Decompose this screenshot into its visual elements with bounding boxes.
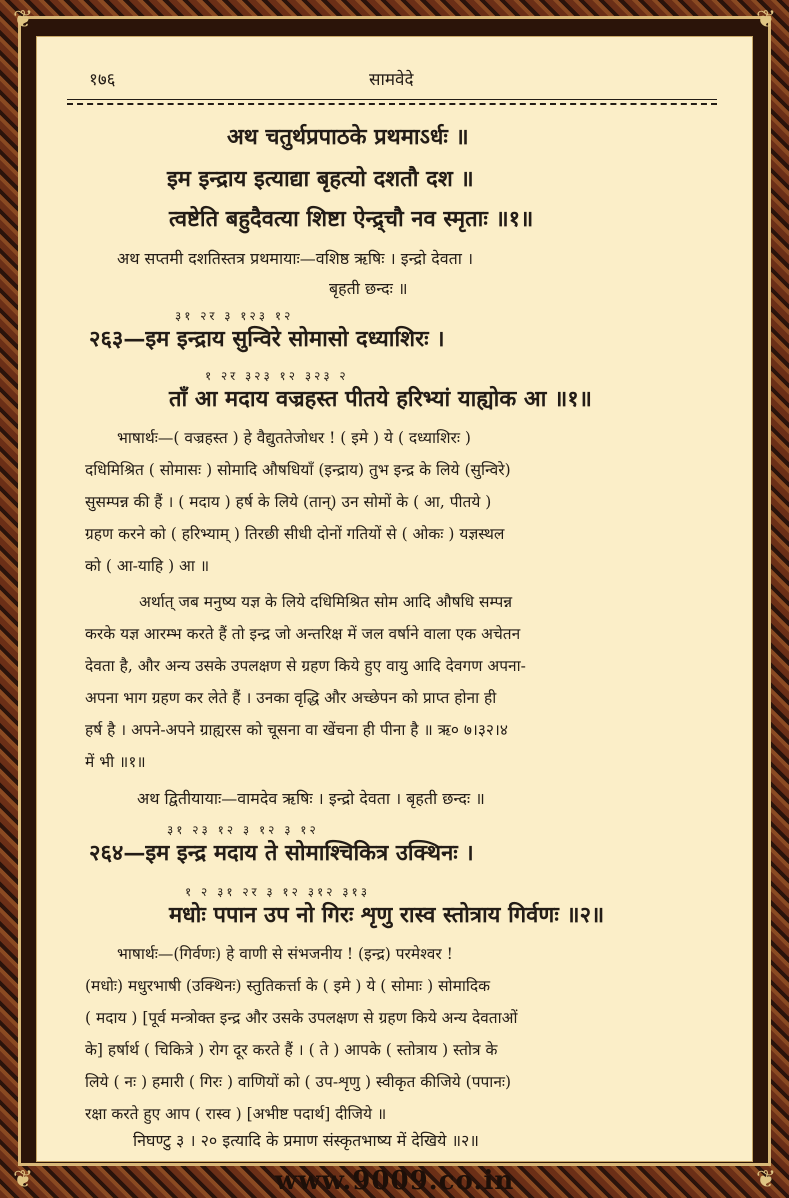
section-title: अथ चतुर्थप्रपाठके प्रथमाऽर्धः ॥ [227, 124, 469, 150]
intro-note-1: अथ सप्तमी दशतिस्तत्र प्रथमायाः—वशिष्ठ ऋषिः । इन्द्रो देवता । [117, 249, 474, 268]
explanation-line: देवता है, और अन्य उसके उपलक्षण से ग्रहण किये हुए वायु आदि देवगण अपना- [85, 657, 526, 675]
commentary-line: ग्रहण करने को ( हरिभ्याम् ) तिरछी सीधी दोनों गतियों से ( ओकः ) यज्ञस्थल [85, 525, 505, 543]
commentary-line: ( मदाय ) [पूर्व मन्त्रोक्त इन्द्र और उसके उपलक्षण से ग्रहण किये अन्य देवताओं [85, 1009, 518, 1027]
accent-marks: १ २ ३१ २र ३ १२ ३१२ ३१३ [185, 885, 370, 899]
corner-ornament-icon: ❦ [12, 5, 34, 33]
commentary-line: के] हर्षार्थ ( चिकित्रे ) रोग दूर करते हैं । ( ते ) आपके ( स्तोत्राय ) स्तोत्र के [85, 1041, 498, 1059]
accent-marks: १ २र ३२३ १२ ३२३ २ [205, 369, 349, 383]
running-head: सामवेदे [369, 70, 414, 90]
commentary-line: (मधोः) मधुरभाषी (उक्थिनः) स्तुतिकर्त्ता के ( इमे ) ये ( सोमाः ) सोमादिक [85, 977, 491, 995]
mantra-264-line-1: २६४—इम इन्द्र मदाय ते सोमाश्चिकित्र उक्थिनः । [89, 840, 474, 866]
commentary-line: रक्षा करते हुए आप ( रास्व ) [अभीष्ट पदार्थ] दीजिये ॥ [85, 1105, 387, 1123]
corner-ornament-icon: ❦ [755, 5, 777, 33]
intro-verse-1: इम इन्द्राय इत्याद्या बृहत्यो दशतौ दश ॥ [167, 166, 474, 192]
explanation-line: हर्ष है । अपने-अपने ग्राह्यरस को चूसना वा खेंचना ही पीना है ॥ ऋ० ७।३२।४ [85, 721, 508, 739]
mantra-264-note: अथ द्वितीयायाः—वामदेव ऋषिः । इन्द्रो देवता । बृहती छन्दः ॥ [137, 789, 485, 808]
mantra-263-line-2: ताँ आ मदाय वज्रहस्त पीतये हरिभ्यां याह्योक आ ॥१॥ [169, 386, 592, 412]
explanation-line: में भी ॥१॥ [85, 753, 146, 771]
explanation-line: करके यज्ञ आरम्भ करते हैं तो इन्द्र जो अन्तरिक्ष में जल वर्षाने वाला एक अचेतन [85, 625, 521, 643]
explanation-line: अपना भाग ग्रहण कर लेते हैं । उनका वृद्धि और अच्छेपन को प्राप्त होना ही [85, 689, 497, 707]
footnote: निघण्टु ३ । २० इत्यादि के प्रमाण संस्कृतभाष्य में देखिये ॥२॥ [133, 1131, 479, 1150]
accent-marks: ३१ २र ३ १२३ १२ [175, 309, 294, 323]
header-rule [67, 99, 717, 100]
commentary-line: भाषार्थः—(गिर्वणः) हे वाणी से संभजनीय ! (इन्द्र) परमेश्वर ! [117, 945, 453, 963]
accent-marks: ३१ २३ १२ ३ १२ ३ १२ [167, 823, 319, 837]
commentary-line: लिये ( नः ) हमारी ( गिरः ) वाणियों को ( उप-शृणु ) स्वीकृत कीजिये (पपानः) [85, 1073, 512, 1091]
book-page [36, 36, 753, 1162]
header-dashed-rule [67, 103, 717, 105]
corner-ornament-icon: ❦ [12, 1165, 34, 1193]
website-watermark: www.9009.co.in [274, 1166, 515, 1196]
corner-ornament-icon: ❦ [755, 1165, 777, 1193]
commentary-line: भाषार्थः—( वज्रहस्त ) हे वैद्युततेजोधर ! ( इमे ) ये ( दध्याशिरः ) [117, 429, 471, 447]
explanation-line: अर्थात् जब मनुष्य यज्ञ के लिये दधिमिश्रित सोम आदि औषधि सम्पन्न [139, 593, 513, 611]
commentary-line: सुसम्पन्न की हैं । ( मदाय ) हर्ष के लिये (तान्) उन सोमों के ( आ, पीतये ) [85, 493, 492, 511]
mantra-264-line-2: मधोः पपान उप नो गिरः शृणु रास्व स्तोत्राय गिर्वणः ॥२॥ [169, 902, 605, 928]
commentary-line: को ( आ-याहि ) आ ॥ [85, 557, 210, 575]
mantra-263-line-1: २६३—इम इन्द्राय सुन्विरे सोमासो दध्याशिरः । [89, 326, 445, 352]
intro-note-2: बृहती छन्दः ॥ [329, 279, 408, 298]
commentary-line: दधिमिश्रित ( सोमासः ) सोमादि औषधियाँ (इन्द्राय) तुभ इन्द्र के लिये (सुन्विरे) [85, 461, 511, 479]
page-number: १७६ [89, 70, 116, 90]
intro-verse-2: त्वष्टेति बहुदैवत्या शिष्टा ऐन्द्र्चौ नव स्मृताः ॥१॥ [169, 206, 534, 232]
